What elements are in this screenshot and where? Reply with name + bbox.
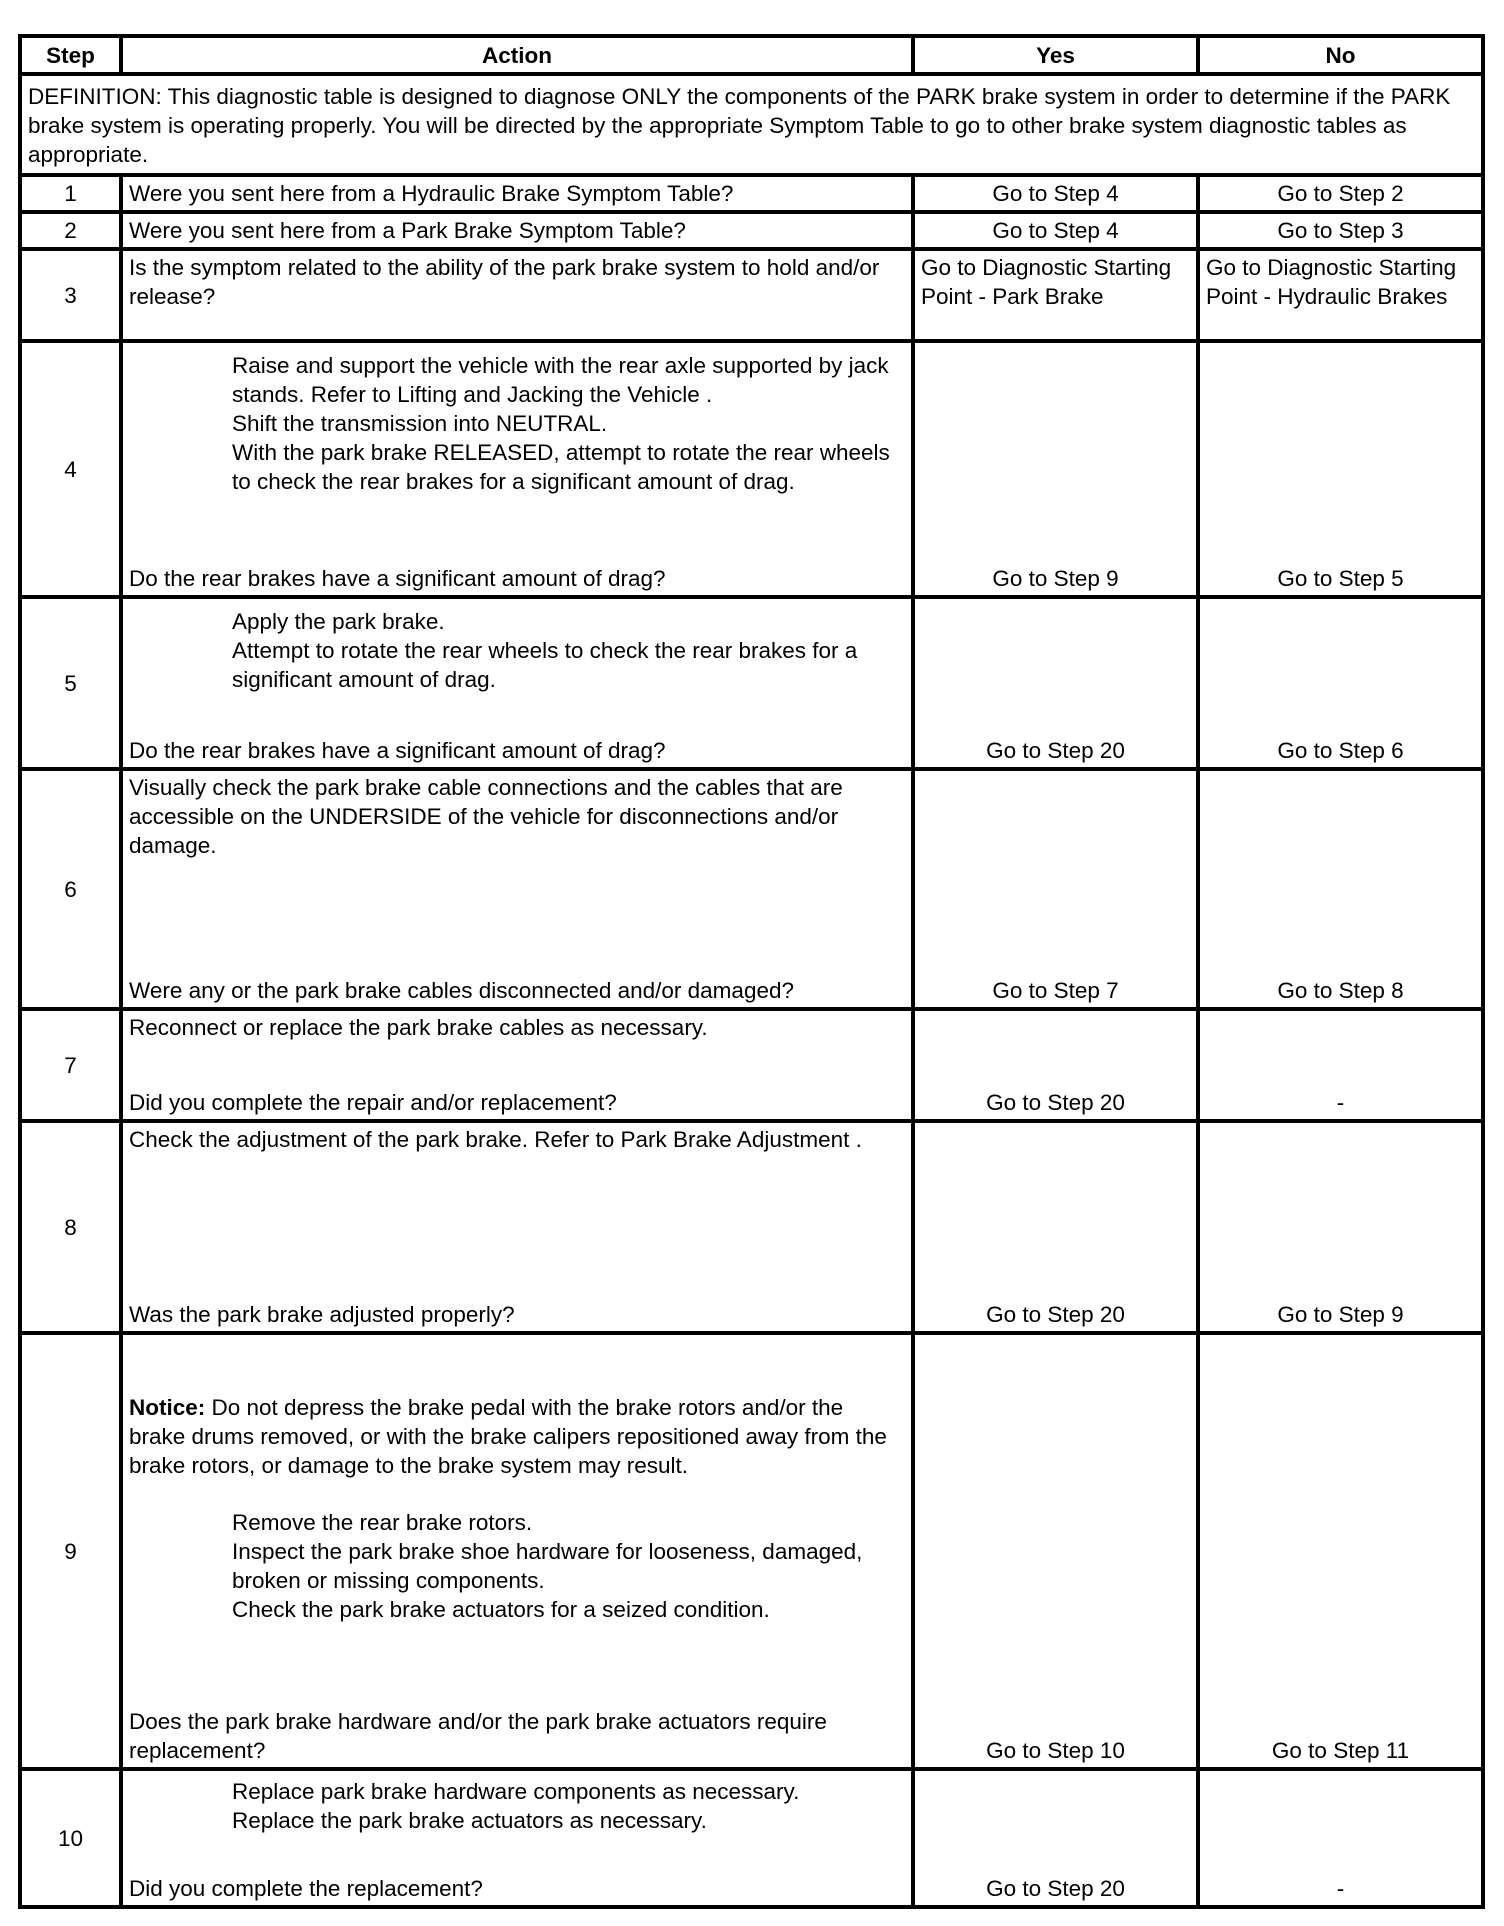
table-row	[20, 1121, 1483, 1333]
table-row	[20, 175, 1483, 212]
instruction-list	[129, 1777, 905, 1835]
step-number: 7	[20, 1009, 121, 1121]
instruction-line: Shift the transmission into NEUTRAL.	[232, 411, 608, 436]
action-question: Were you sent here from a Hydraulic Brake Symptom Table?	[121, 175, 913, 212]
step-number: 4	[20, 341, 121, 597]
table-row	[20, 1333, 1483, 1769]
yes-result: Go to Step 9	[913, 341, 1198, 597]
action-question: Did you complete the replacement?	[129, 1876, 483, 1901]
step-number: 8	[20, 1121, 121, 1333]
notice-text: Do not depress the brake pedal with the brake rotors and/or the brake drums removed, or with the brake calipers repositioned away from the brake rotors, or damage to the brake system may result.	[129, 1395, 887, 1478]
instruction-line: Raise and support the vehicle with the rear axle supported by jack stands. Refer to Lifting and Jacking the Vehicle .	[232, 353, 889, 407]
action-cell	[121, 1769, 913, 1907]
action-cell	[121, 1121, 913, 1333]
notice-label: Notice:	[129, 1395, 206, 1420]
header-step: Step	[20, 36, 121, 74]
action-question: Was the park brake adjusted properly?	[129, 1302, 515, 1327]
table-row	[20, 597, 1483, 769]
instruction-line: Inspect the park brake shoe hardware for looseness, damaged, broken or missing components.	[232, 1539, 863, 1593]
diagnostic-table-page	[18, 34, 1481, 1909]
table-row	[20, 769, 1483, 1009]
action-cell	[121, 769, 913, 1009]
yes-result: Go to Step 20	[913, 1121, 1198, 1333]
no-result: Go to Step 6	[1198, 597, 1483, 769]
no-result: Go to Step 3	[1198, 212, 1483, 249]
no-result: Go to Step 2	[1198, 175, 1483, 212]
action-cell	[121, 341, 913, 597]
step-number: 2	[20, 212, 121, 249]
notice-paragraph	[129, 1393, 905, 1480]
header-action: Action	[121, 36, 913, 74]
no-result: -	[1198, 1769, 1483, 1907]
diagnostic-table	[18, 34, 1485, 1909]
instruction-line: With the park brake RELEASED, attempt to rotate the rear wheels to check the rear brakes for a significant amount of drag.	[232, 440, 890, 494]
action-question: Do the rear brakes have a significant amount of drag?	[129, 738, 666, 763]
yes-result: Go to Step 7	[913, 769, 1198, 1009]
no-result: Go to Diagnostic Starting Point - Hydraulic Brakes	[1198, 249, 1483, 341]
step-number: 6	[20, 769, 121, 1009]
table-row	[20, 1009, 1483, 1121]
step-number: 10	[20, 1769, 121, 1907]
step-number: 1	[20, 175, 121, 212]
action-cell	[121, 597, 913, 769]
action-cell	[121, 1333, 913, 1769]
no-result: Go to Step 9	[1198, 1121, 1483, 1333]
table-row	[20, 341, 1483, 597]
no-result: Go to Step 5	[1198, 341, 1483, 597]
action-question: Were any or the park brake cables disconnected and/or damaged?	[129, 978, 794, 1003]
action-question: Do the rear brakes have a significant amount of drag?	[129, 566, 666, 591]
yes-result: Go to Step 20	[913, 597, 1198, 769]
table-row	[20, 1769, 1483, 1907]
instruction-line: Check the park brake actuators for a seized condition.	[232, 1597, 770, 1622]
instruction-list	[129, 351, 905, 496]
action-question: Did you complete the repair and/or replacement?	[129, 1090, 617, 1115]
instruction-list	[129, 1508, 905, 1624]
no-result: Go to Step 11	[1198, 1333, 1483, 1769]
yes-result: Go to Step 20	[913, 1769, 1198, 1907]
step-number: 3	[20, 249, 121, 341]
yes-result: Go to Step 20	[913, 1009, 1198, 1121]
instruction-list	[129, 607, 905, 694]
definition-row	[20, 74, 1483, 175]
step-number: 5	[20, 597, 121, 769]
yes-result: Go to Step 4	[913, 212, 1198, 249]
yes-result: Go to Diagnostic Starting Point - Park Brake	[913, 249, 1198, 341]
table-row	[20, 249, 1483, 341]
no-result: Go to Step 8	[1198, 769, 1483, 1009]
action-question: Is the symptom related to the ability of the park brake system to hold and/or release?	[121, 249, 913, 341]
header-yes: Yes	[913, 36, 1198, 74]
instruction-line: Attempt to rotate the rear wheels to check the rear brakes for a significant amount of drag.	[232, 638, 858, 692]
step-number: 9	[20, 1333, 121, 1769]
instruction-line: Remove the rear brake rotors.	[232, 1510, 533, 1535]
no-result: -	[1198, 1009, 1483, 1121]
action-intro: Check the adjustment of the park brake. Refer to Park Brake Adjustment .	[129, 1127, 862, 1152]
action-cell	[121, 1009, 913, 1121]
instruction-line: Replace the park brake actuators as necessary.	[232, 1808, 707, 1833]
yes-result: Go to Step 10	[913, 1333, 1198, 1769]
yes-result: Go to Step 4	[913, 175, 1198, 212]
instruction-line: Apply the park brake.	[232, 609, 445, 634]
action-question: Does the park brake hardware and/or the park brake actuators require replacement?	[129, 1709, 827, 1763]
header-row	[20, 36, 1483, 74]
table-row	[20, 212, 1483, 249]
definition-text: DEFINITION: This diagnostic table is designed to diagnose ONLY the components of the PARK brake system in order to determine if the PARK brake system is operating properly. You will be directed by the appropriate Symptom Table to go to other brake system diagnostic tables as appropriate.	[20, 74, 1483, 175]
action-intro: Visually check the park brake cable connections and the cables that are accessible on the UNDERSIDE of the vehicle for disconnections and/or damage.	[129, 775, 843, 858]
action-intro: Reconnect or replace the park brake cables as necessary.	[129, 1015, 708, 1040]
header-no: No	[1198, 36, 1483, 74]
action-question: Were you sent here from a Park Brake Symptom Table?	[121, 212, 913, 249]
instruction-line: Replace park brake hardware components as necessary.	[232, 1779, 800, 1804]
